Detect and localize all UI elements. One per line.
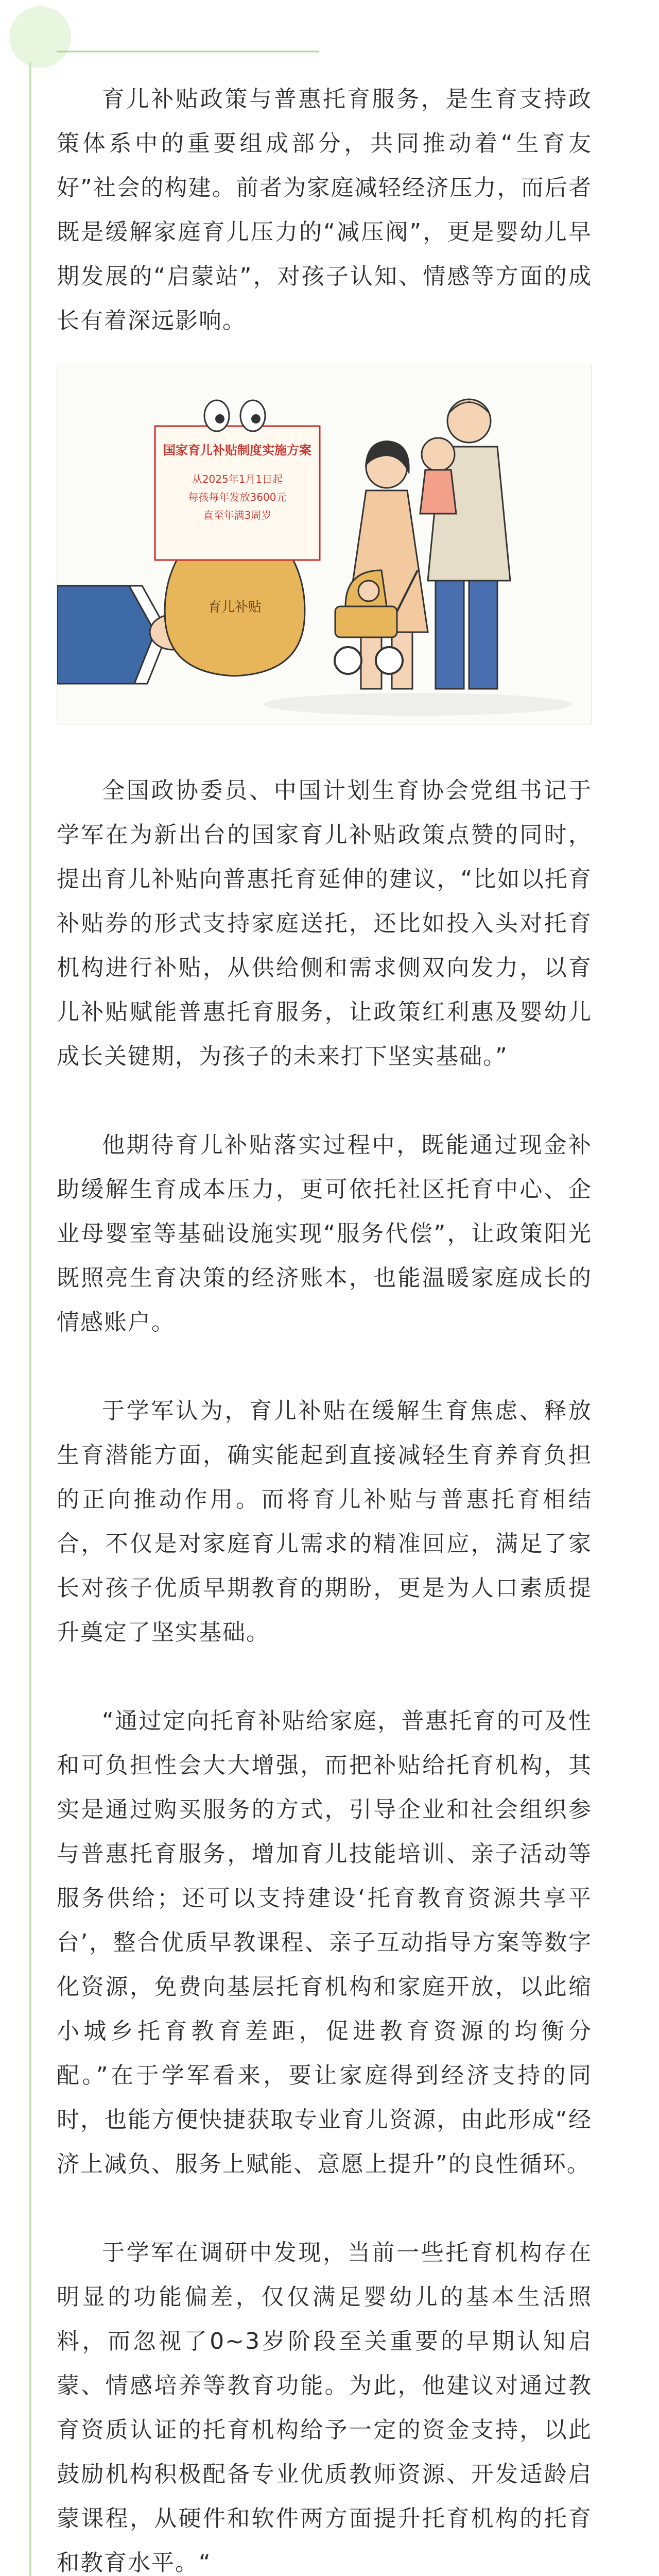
paragraph-5: “通过定向托育补贴给家庭，普惠托育的可及性和可负担性会大大增强，而把补贴给托育机构，其实是通过购买服务的方式，引导企业和社会组织参与普惠托育服务，增加育儿技能培训、亲子活动等服务供给；还可以支持建设‘托育教育资源共享平台’，整合优质早教课程、亲子互动指导方案等数字化资源，免费向基层托育机构和家庭开放，以此缩小城乡托育教育差距，促进教育资源的均衡分配。”在于学军看来，要让家庭得到经济支持的同时，也能方便快捷获取专业育儿资源，由此形成“经济上减负、服务上赋能、意愿上提升”的良性循环。 [57, 1708, 592, 2177]
paragraph-3: 他期待育儿补贴落实过程中，既能通过现金补助缓解生育成本压力，更可依托社区托育中心、企业母婴室等基础设施实现“服务代偿”，让政策阳光既照亮生育决策的经济账本，也能温暖家庭成长的情感账户。 [57, 1132, 592, 1335]
article-body [57, 77, 592, 2576]
document-line-3: 直至年满3周岁 [203, 509, 272, 521]
paragraph-6: 于学军在调研中发现，当前一些托育机构存在明显的功能偏差，仅仅满足婴幼儿的基本生活照料，而忽视了0~3岁阶段至关重要的早期认知启蒙、情感培养等教育功能。为此，他建议对通过教育资质认证的托育机构给予一定的资金支持，以此鼓励机构积极配备专业优质教师资源、开发适龄启蒙课程，从硬件和软件两方面提升托育机构的托育和教育水平。“ [57, 2240, 592, 2576]
paragraph-4: 于学军认为，育儿补贴在缓解生育焦虑、释放生育潜能方面，确实能起到直接减轻生育养育负担的正向推动作用。而将育儿补贴与普惠托育相结合，不仅是对家庭育儿需求的精准回应，满足了家长对孩子优质早期教育的期盼，更是为人口素质提升奠定了坚实基础。 [57, 1398, 592, 1646]
bag-label: 育儿补贴 [207, 600, 262, 615]
baby-figure [420, 438, 456, 514]
decorative-circle [9, 6, 71, 68]
policy-illustration [57, 364, 592, 724]
document-line-2: 每孩每年发放3600元 [188, 491, 287, 503]
document-title: 国家育儿补贴制度实施方案 [163, 443, 311, 457]
document-line-1: 从2025年1月1日起 [192, 473, 283, 485]
paragraph-2: 全国政协委员、中国计划生育协会党组书记于学军在为新出台的国家育儿补贴政策点赞的同时，提出育儿补贴向普惠托育延伸的建议，“比如以托育补贴券的形式支持家庭送托，还比如投入头对托育机构进行补贴，从供给侧和需求侧双向发力，以育儿补贴赋能普惠托育服务，让政策红利惠及婴幼儿成长关键期，为孩子的未来打下坚实基础。” [57, 777, 592, 1070]
ground-shadow [263, 693, 572, 716]
illustration-drawing [57, 364, 592, 724]
paragraph-1: 育儿补贴政策与普惠托育服务，是生育支持政策体系中的重要组成部分，共同推动着“生育友好”社会的构建。前者为家庭减轻经济压力，而后者既是缓解家庭育儿压力的“减压阀”，更是婴幼儿早期发展的“启蒙站”，对孩子认知、情感等方面的成长有着深远影响。 [57, 86, 592, 334]
